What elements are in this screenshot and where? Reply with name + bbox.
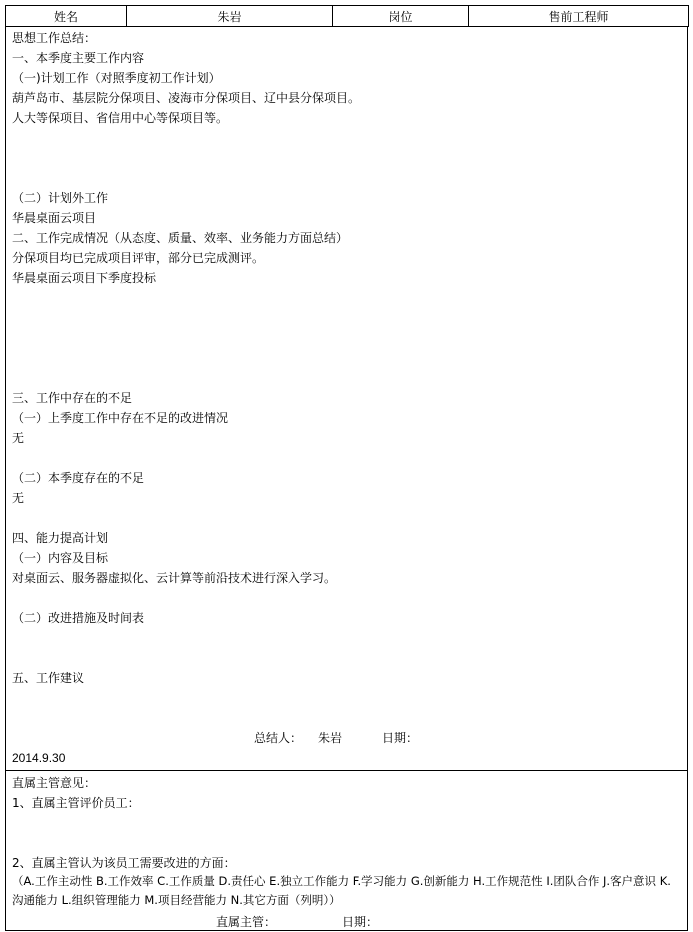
- section-1-planned-work: （一)计划工作（对照季度初工作计划）: [12, 71, 221, 85]
- summary-date-label: 日期：: [382, 731, 419, 745]
- section-3-title: 三、工作中存在的不足: [12, 391, 133, 405]
- completion-line-1: 分保项目均已完成项目评审，部分已完成测评。: [12, 251, 265, 265]
- position-label: 岗位: [333, 6, 469, 27]
- completion-line-2: 华晨桌面云项目下季度投标: [12, 271, 157, 285]
- section-3-sub-1-value: 无: [12, 431, 25, 445]
- section-3-sub-2: （二）本季度存在的不足: [12, 471, 145, 485]
- quarterly-summary-form: [5, 5, 688, 929]
- supervisor-title: 直属主管意见：: [12, 776, 97, 790]
- supervisor-item-2: 2、直属主管认为该员工需要改进的方面：: [12, 856, 236, 870]
- supervisor-date-label: 日期：: [342, 915, 379, 929]
- section-1-unplanned-work: （二）计划外工作: [12, 191, 109, 205]
- name-value: 朱岩: [127, 6, 333, 27]
- section-5-title: 五、工作建议: [12, 671, 85, 685]
- signer-name: 朱岩: [318, 731, 343, 745]
- section-4-sub-1-line-1: 对桌面云、服务器虚拟化、云计算等前沿技术进行深入学习。: [12, 571, 337, 585]
- section-4-title: 四、能力提高计划: [12, 531, 109, 545]
- section-3-sub-2-value: 无: [12, 491, 25, 505]
- section-3-sub-1: （一）上季度工作中存在不足的改进情况: [12, 411, 229, 425]
- supervisor-sign-label: 直属主管：: [216, 915, 277, 929]
- section-1-title: 一、本季度主要工作内容: [12, 51, 145, 65]
- section-4-sub-2: （二）改进措施及时间表: [12, 611, 145, 625]
- summary-date-value: 2014.9.30: [12, 751, 66, 765]
- summary-title: 思想工作总结：: [12, 31, 97, 45]
- position-value: 售前工程师: [469, 6, 689, 27]
- planned-work-line-1: 葫芦岛市、基层院分保项目、凌海市分保项目、辽中县分保项目。: [12, 91, 361, 105]
- work-summary-section: [5, 26, 688, 771]
- unplanned-work-line-1: 华晨桌面云项目: [12, 211, 97, 225]
- section-2-title: 二、工作完成情况（从态度、质量、效率、业务能力方面总结）: [12, 231, 349, 245]
- name-label: 姓名: [6, 6, 127, 27]
- supervisor-opinion-section: [5, 770, 688, 931]
- supervisor-item-1: 1、直属主管评价员工：: [12, 796, 140, 810]
- improvement-options: （A.工作主动性 B.工作效率 C.工作质量 D.责任心 E.独立工作能力 F.学习能力 G.创新能力 H.工作规范性 I.团队合作 J.客户意识 K.沟通能力 L.组织管理能力 M.项目经营能力 N.其它方面（列明））: [12, 874, 671, 907]
- signer-label: 总结人：: [254, 731, 303, 745]
- planned-work-line-2: 人大等保项目、省信用中心等保项目等。: [12, 111, 229, 125]
- section-4-sub-1: （一）内容及目标: [12, 551, 109, 565]
- employee-header-table: [5, 5, 689, 27]
